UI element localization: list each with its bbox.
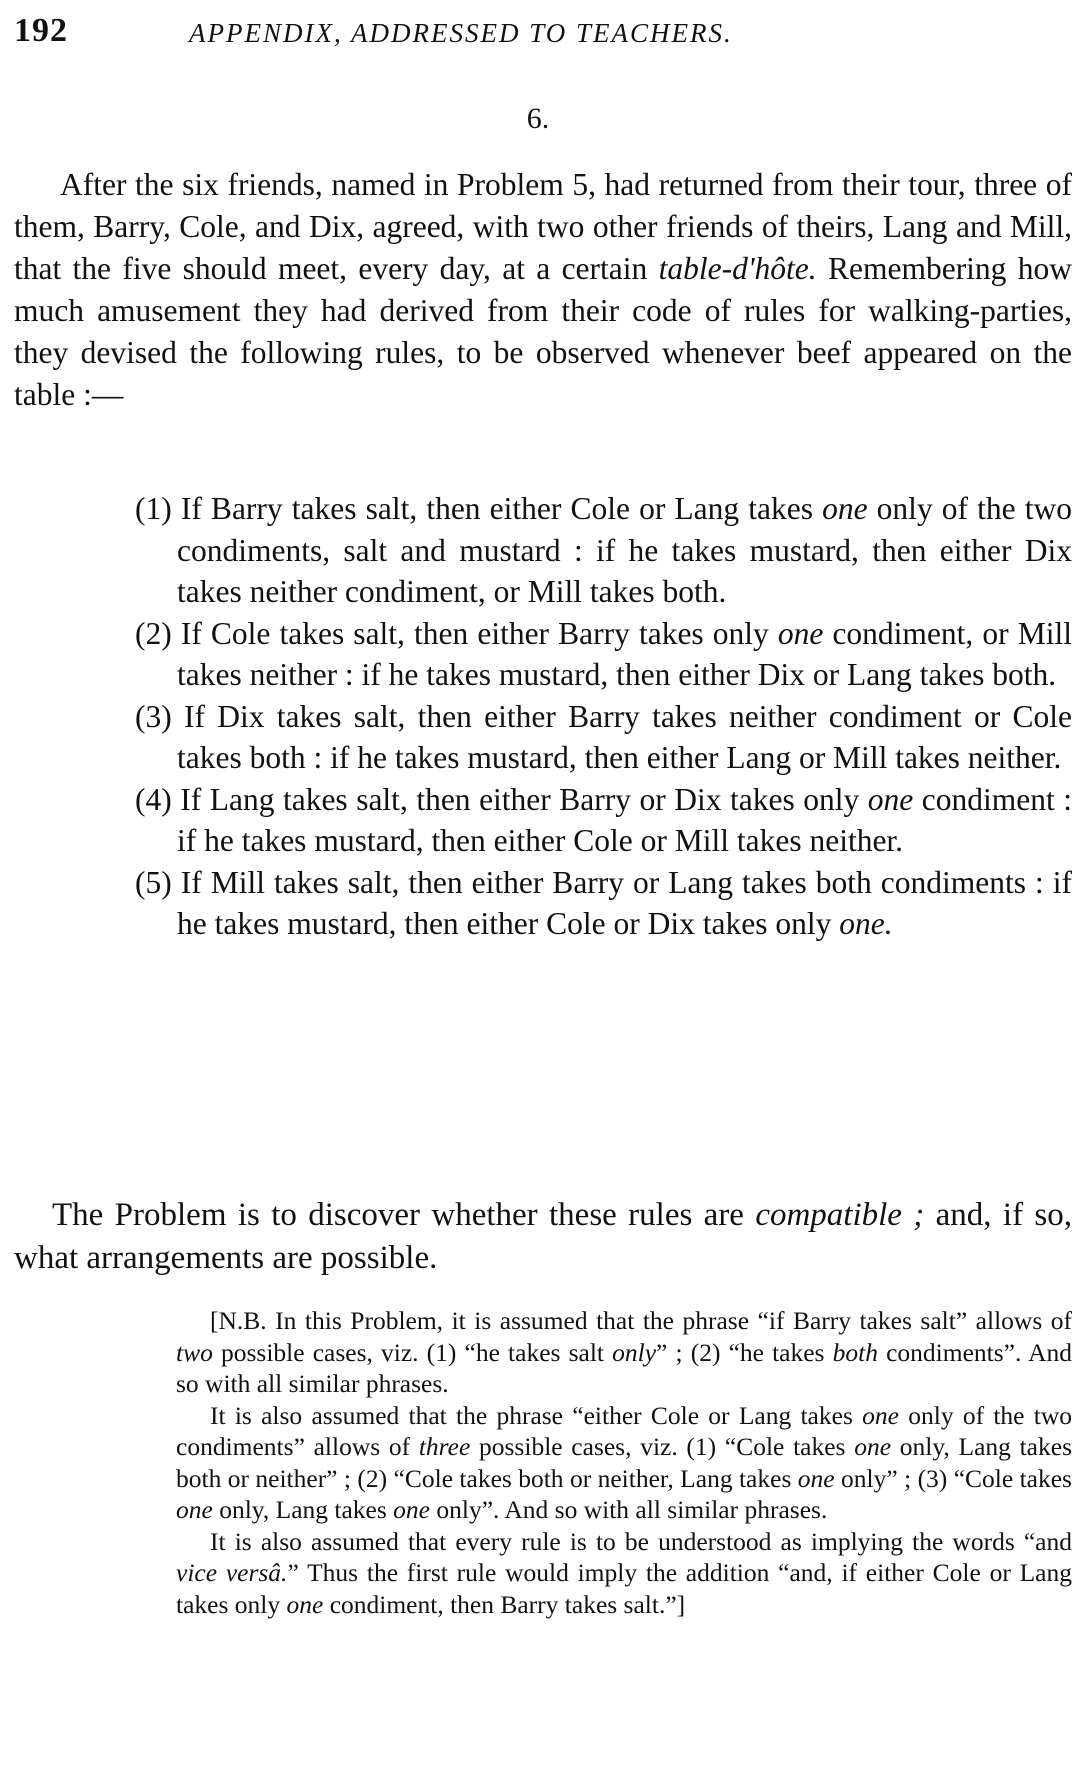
rule-text: If Dix takes salt, then either Barry takes neither condiment or Cole takes both : if he takes mustard, then either Lang or Mill takes neither. (171, 698, 1072, 775)
note-text: It is also assumed that every rule is to be understood as implying the words “and (210, 1526, 1072, 1556)
page-header (14, 12, 1036, 56)
note-italic-text: one (854, 1432, 892, 1461)
rule-text: If Cole takes salt, then either Barry takes only (171, 615, 778, 651)
note-text: ” Thus the first rule would imply the addition “and, if either Cole or Lang takes only (176, 1558, 1072, 1619)
intro-text: After the six friends, named in Problem 5, had returned from their tour, three of them, Barry, Cole, and Dix, agreed, with two other friends of theirs, Lang and Mill, that the five should meet, every day, at a certain (14, 167, 1072, 286)
note-italic-text: both (832, 1337, 878, 1367)
rule-number: (4) (135, 781, 172, 817)
rule-text: condiment : if he takes mustard, then either Cole or Mill takes neither. (177, 781, 1072, 858)
note-paragraph (176, 1305, 1072, 1400)
note-italic-text: three (418, 1432, 471, 1461)
note-italic-text: only (612, 1337, 657, 1367)
running-head: APPENDIX, ADDRESSED TO TEACHERS. (189, 18, 733, 48)
note-text: condiments”. And so with all similar phrases. (176, 1337, 1073, 1398)
note-text: possible cases, viz. (1) “he takes salt (212, 1337, 613, 1367)
rule-italic-text: one (822, 491, 868, 526)
note-text: It is also assumed that the phrase “either Cole or Lang takes (210, 1400, 863, 1430)
note-text: [N.B. In this Problem, it is assumed that the phrase “if Barry takes salt” allows of (210, 1306, 1072, 1335)
problem-intro-paragraph (14, 164, 1072, 416)
rule-item (135, 862, 1072, 945)
rule-text: condiment, or Mill takes neither : if he takes mustard, then either Dix or Lang takes both. (177, 615, 1072, 692)
rule-number: (1) (135, 491, 172, 526)
rule-number: (5) (135, 864, 172, 900)
note-text: possible cases, viz. (1) “Cole takes (470, 1432, 855, 1461)
rules-list (135, 488, 1072, 945)
rule-italic-text: one (777, 615, 824, 651)
note-text: only, Lang takes (212, 1495, 394, 1524)
problem-number: 6. (526, 102, 550, 135)
rule-number: (2) (135, 615, 172, 651)
note-italic-text: one (862, 1400, 899, 1430)
note-paragraph (176, 1526, 1072, 1621)
statement-text: and, if so, what arrangements are possible. (14, 1197, 1073, 1276)
rule-text: If Mill takes salt, then either Barry or Lang takes both condiments : if he takes mustard, then either Cole or Dix takes only (171, 864, 1072, 941)
note-text: only, Lang takes both or neither” ; (2) “Cole takes both or neither, Lang takes (176, 1432, 1072, 1493)
note-text: only” ; (3) “Cole takes (834, 1463, 1072, 1493)
note-italic-text: one (176, 1495, 213, 1524)
note-italic-text: one (797, 1463, 835, 1493)
note-text: only of the two condiments” allows of (176, 1400, 1072, 1461)
footnote-block (176, 1305, 1072, 1620)
rule-italic-text: one. (839, 906, 893, 941)
note-italic-text: one (393, 1495, 430, 1524)
rule-number: (3) (135, 698, 172, 734)
note-italic-text: one (286, 1589, 324, 1619)
rule-italic-text: one (867, 781, 914, 817)
intro-italic-text: table-d'hôte. (658, 251, 817, 286)
rule-item (135, 779, 1072, 862)
note-paragraph (176, 1400, 1072, 1526)
intro-text: Remembering how much amusement they had derived from their code of rules for walking-parties, they devised the following rules, to be observed whenever beef appeared on the table :— (14, 251, 1072, 412)
note-text: ” ; (2) “he takes (656, 1337, 833, 1367)
rule-text: If Barry takes salt, then either Cole or Lang takes (171, 491, 823, 526)
problem-statement (14, 1194, 1072, 1280)
statement-text: The Problem is to discover whether these rules are (52, 1197, 756, 1233)
rule-item (135, 488, 1072, 613)
page-number: 192 (14, 12, 68, 49)
rule-item (135, 613, 1072, 696)
statement-italic-text: compatible ; (755, 1197, 925, 1233)
rule-item (135, 696, 1072, 779)
rule-text: only of the two condiments, salt and mustard : if he takes mustard, then either Dix takes neither condiment, or Mill takes both. (177, 491, 1072, 609)
rule-text: If Lang takes salt, then either Barry or Dix takes only (171, 781, 868, 817)
note-italic-text: two (176, 1337, 213, 1367)
note-text: only”. And so with all similar phrases. (430, 1495, 828, 1524)
note-text: condiment, then Barry takes salt.”] (323, 1589, 686, 1619)
note-italic-text: vice versâ. (176, 1558, 288, 1587)
